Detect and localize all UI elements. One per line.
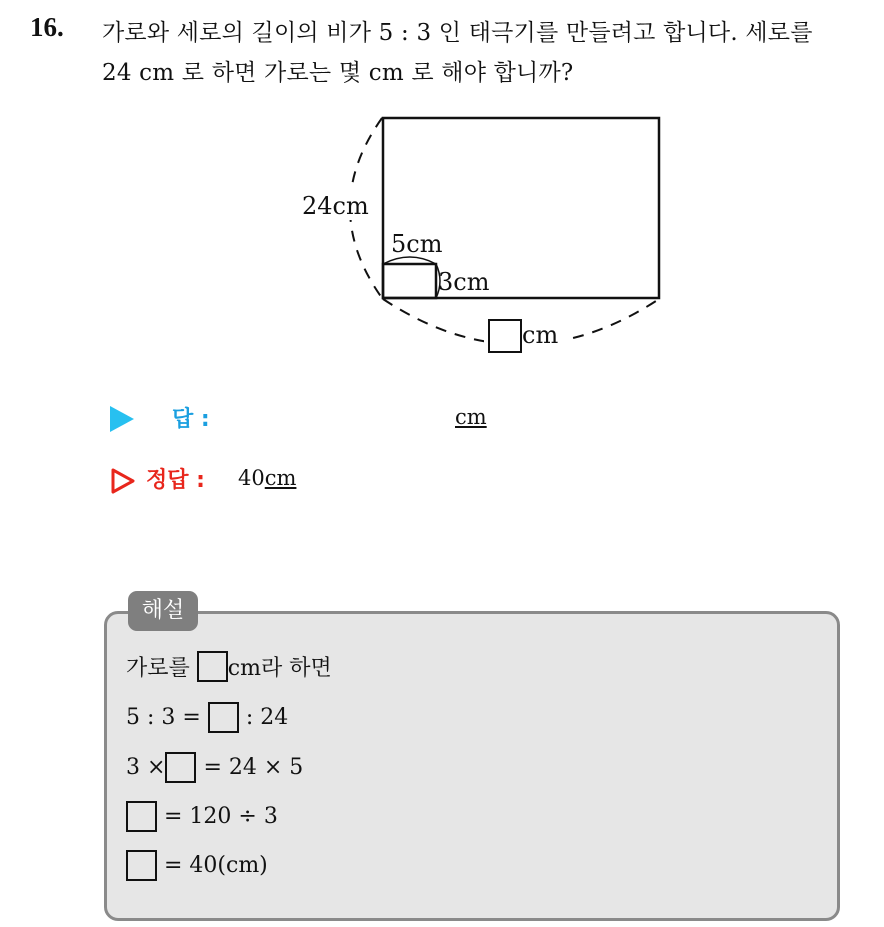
blank-box [197,651,228,682]
blank-box [126,801,157,832]
flag-ratio-figure [0,0,884,400]
blank-box [208,702,239,733]
solution-line-1: 가로를 cm라 하면 [126,651,332,682]
answer-unit: cm [455,405,487,429]
small-rectangle [383,264,436,298]
blank-answer-box [489,320,521,352]
solution-tag: 해설 [128,591,198,631]
question-text-line1: 가로와 세로의 길이의 비가 5 : 3 인 태극기를 만들려고 합니다. 세로를 [102,20,813,46]
small-height-label: 3cm [438,268,490,296]
answer-label: 답 : [172,407,210,432]
solution-line-5: = 40(cm) [126,850,268,881]
small-width-label: 5cm [391,230,443,258]
solution-line-3: 3 × = 24 × 5 [126,752,303,783]
height-label: 24cm [302,192,369,220]
solution-line-4: = 120 ÷ 3 [126,801,278,832]
blank-box [126,850,157,881]
question-number: 16. [30,12,64,42]
blank-unit-label: cm [522,321,559,349]
correct-answer-label: 정답 : [146,468,205,493]
play-triangle-icon [110,406,134,432]
flag-rectangle [383,118,659,298]
outline-triangle-icon [110,467,136,495]
solution-line-2: 5 : 3 = : 24 [126,702,288,733]
correct-answer-unit: cm [264,466,297,490]
blank-box [165,752,196,783]
question-text-line2: 24 cm 로 하면 가로는 몇 cm 로 해야 합니까? [102,60,574,86]
correct-answer-value: 40cm [238,466,297,490]
